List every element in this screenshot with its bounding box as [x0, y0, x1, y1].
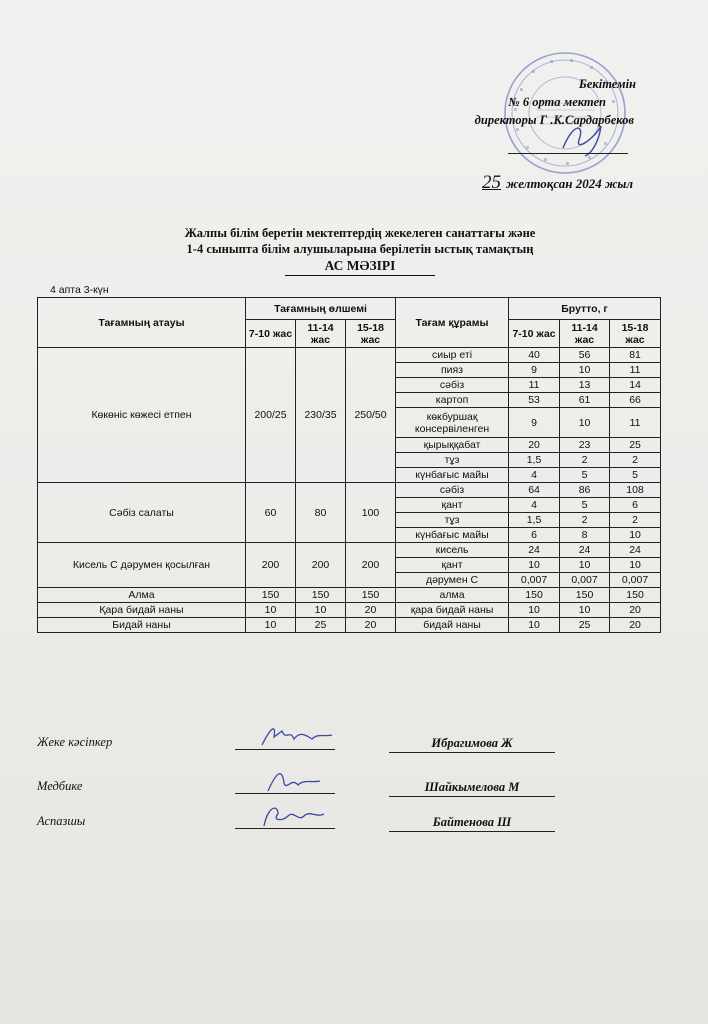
gross-cell-11-14: 61: [560, 393, 610, 408]
gross-cell-11-14: 10: [560, 363, 610, 378]
menu-table: [37, 297, 661, 633]
document-heading: [150, 225, 570, 276]
gross-cell-11-14: 86: [560, 483, 610, 498]
gross-cell-11-14: 0,007: [560, 573, 610, 588]
header-portion-age-15-18: 15-18 жас: [346, 320, 396, 348]
approval-title: Бекітемін: [578, 77, 636, 91]
director-signature-icon: [555, 118, 615, 158]
gross-cell-7-10: 64: [509, 483, 560, 498]
ingredient-name-cell: сәбіз: [396, 378, 509, 393]
portion-cell-7-10: 60: [246, 483, 296, 543]
gross-cell-15-18: 150: [610, 588, 661, 603]
gross-cell-7-10: 53: [509, 393, 560, 408]
portion-cell-7-10: 10: [246, 618, 296, 633]
gross-cell-15-18: 20: [610, 603, 661, 618]
table-row: [38, 618, 661, 633]
ingredient-name-cell: картоп: [396, 393, 509, 408]
ingredient-name-cell: дәрумен С: [396, 573, 509, 588]
signature-row-cook: [37, 814, 677, 844]
portion-cell-15-18: 200: [346, 543, 396, 588]
gross-cell-15-18: 66: [610, 393, 661, 408]
gross-cell-15-18: 14: [610, 378, 661, 393]
ingredient-name-cell: көкбуршақ консервіленген: [396, 408, 509, 438]
header-gross-age-11-14: 11-14 жас: [560, 320, 610, 348]
gross-cell-11-14: 10: [560, 408, 610, 438]
table-row: [38, 348, 661, 363]
dish-name-cell: Қара бидай наны: [38, 603, 246, 618]
portion-cell-15-18: 100: [346, 483, 396, 543]
header-portion-age-7-10: 7-10 жас: [246, 320, 296, 348]
signature-role: Медбике: [37, 779, 83, 793]
ingredient-name-cell: тұз: [396, 513, 509, 528]
gross-cell-15-18: 6: [610, 498, 661, 513]
table-row: [38, 543, 661, 558]
gross-cell-11-14: 5: [560, 498, 610, 513]
gross-cell-11-14: 150: [560, 588, 610, 603]
gross-cell-7-10: 10: [509, 558, 560, 573]
gross-cell-11-14: 10: [560, 558, 610, 573]
portion-cell-11-14: 25: [296, 618, 346, 633]
ingredient-name-cell: тұз: [396, 453, 509, 468]
name-line: [389, 752, 555, 753]
gross-cell-11-14: 56: [560, 348, 610, 363]
gross-cell-15-18: 2: [610, 513, 661, 528]
header-composition: Тағам құрамы: [396, 298, 509, 348]
gross-cell-7-10: 4: [509, 498, 560, 513]
portion-cell-11-14: 10: [296, 603, 346, 618]
signatory-name: Байтенова Ш: [432, 815, 512, 829]
gross-cell-15-18: 10: [610, 528, 661, 543]
ingredient-name-cell: күнбағыс майы: [396, 468, 509, 483]
portion-cell-7-10: 150: [246, 588, 296, 603]
gross-cell-11-14: 25: [560, 618, 610, 633]
gross-cell-15-18: 11: [610, 363, 661, 378]
ingredient-name-cell: сәбіз: [396, 483, 509, 498]
dish-name-cell: Сәбіз салаты: [38, 483, 246, 543]
ingredient-name-cell: қара бидай наны: [396, 603, 509, 618]
header-gross: Брутто, г: [509, 298, 661, 320]
header-gross-age-15-18: 15-18 жас: [610, 320, 661, 348]
gross-cell-15-18: 24: [610, 543, 661, 558]
week-day-label: 4 апта 3-күн: [50, 284, 109, 296]
ingredient-name-cell: алма: [396, 588, 509, 603]
gross-cell-15-18: 5: [610, 468, 661, 483]
ingredient-name-cell: сиыр еті: [396, 348, 509, 363]
table-row: [38, 603, 661, 618]
ingredient-name-cell: күнбағыс майы: [396, 528, 509, 543]
ingredient-name-cell: қырыққабат: [396, 438, 509, 453]
portion-cell-7-10: 200: [246, 543, 296, 588]
name-line: [389, 831, 555, 832]
header-gross-age-7-10: 7-10 жас: [509, 320, 560, 348]
header-portion: Тағамның өлшемі: [246, 298, 396, 320]
approval-date-rest: желтоқсан 2024 жыл: [506, 176, 634, 191]
gross-cell-11-14: 2: [560, 453, 610, 468]
signatory-name: Шайкымелова М: [424, 780, 520, 794]
portion-cell-11-14: 230/35: [296, 348, 346, 483]
portion-cell-15-18: 150: [346, 588, 396, 603]
gross-cell-15-18: 2: [610, 453, 661, 468]
name-line: [389, 796, 555, 797]
gross-cell-15-18: 108: [610, 483, 661, 498]
gross-cell-11-14: 8: [560, 528, 610, 543]
portion-cell-15-18: 20: [346, 618, 396, 633]
gross-cell-7-10: 6: [509, 528, 560, 543]
gross-cell-11-14: 24: [560, 543, 610, 558]
header-portion-age-11-14: 11-14 жас: [296, 320, 346, 348]
gross-cell-15-18: 0,007: [610, 573, 661, 588]
signature-role: Жеке кәсіпкер: [37, 735, 113, 749]
gross-cell-15-18: 10: [610, 558, 661, 573]
portion-cell-11-14: 200: [296, 543, 346, 588]
gross-cell-15-18: 20: [610, 618, 661, 633]
signatory-name: Ибрагимова Ж: [431, 736, 513, 750]
portion-cell-15-18: 20: [346, 603, 396, 618]
gross-cell-11-14: 2: [560, 513, 610, 528]
gross-cell-7-10: 4: [509, 468, 560, 483]
ingredient-name-cell: бидай наны: [396, 618, 509, 633]
gross-cell-7-10: 9: [509, 408, 560, 438]
gross-cell-7-10: 10: [509, 603, 560, 618]
portion-cell-7-10: 200/25: [246, 348, 296, 483]
gross-cell-7-10: 10: [509, 618, 560, 633]
ingredient-name-cell: кисель: [396, 543, 509, 558]
gross-cell-7-10: 0,007: [509, 573, 560, 588]
gross-cell-7-10: 9: [509, 363, 560, 378]
portion-cell-7-10: 10: [246, 603, 296, 618]
heading-line-1: Жалпы білім беретін мектептердің жекелеген санаттағы және: [184, 226, 536, 240]
gross-cell-7-10: 40: [509, 348, 560, 363]
gross-cell-15-18: 81: [610, 348, 661, 363]
gross-cell-11-14: 13: [560, 378, 610, 393]
gross-cell-7-10: 1,5: [509, 513, 560, 528]
gross-cell-7-10: 24: [509, 543, 560, 558]
table-row: [38, 588, 661, 603]
signature-row-entrepreneur: [37, 735, 677, 765]
portion-cell-11-14: 80: [296, 483, 346, 543]
ingredient-name-cell: қант: [396, 558, 509, 573]
dish-name-cell: Бидай наны: [38, 618, 246, 633]
dish-name-cell: Көкөніс көжесі етпен: [38, 348, 246, 483]
portion-cell-11-14: 150: [296, 588, 346, 603]
approval-school: № 6 орта мектеп: [508, 95, 606, 109]
gross-cell-15-18: 25: [610, 438, 661, 453]
approval-date-day: 25: [482, 172, 501, 193]
dish-name-cell: Алма: [38, 588, 246, 603]
dish-name-cell: Кисель С дәрумен қосылған: [38, 543, 246, 588]
ingredient-name-cell: пияз: [396, 363, 509, 378]
signature-line: [235, 749, 335, 750]
table-row: [38, 483, 661, 498]
signature-row-nurse: [37, 779, 677, 809]
gross-cell-11-14: 5: [560, 468, 610, 483]
heading-line-2: 1-4 сыныпта білім алушыларына берілетін ыстық тамақтың: [186, 242, 534, 256]
signature-line: [235, 793, 335, 794]
gross-cell-7-10: 150: [509, 588, 560, 603]
signature-line: [235, 828, 335, 829]
signature-role: Аспазшы: [37, 814, 86, 828]
ingredient-name-cell: қант: [396, 498, 509, 513]
header-dish-name: Тағамның атауы: [38, 298, 246, 348]
approval-director: директоры Г .К.Сардарбеков: [474, 113, 634, 127]
approval-date: [482, 172, 633, 194]
gross-cell-7-10: 11: [509, 378, 560, 393]
portion-cell-15-18: 250/50: [346, 348, 396, 483]
gross-cell-11-14: 10: [560, 603, 610, 618]
gross-cell-15-18: 11: [610, 408, 661, 438]
heading-menu-title: АС МӘЗІРІ: [285, 258, 436, 276]
gross-cell-7-10: 1,5: [509, 453, 560, 468]
gross-cell-7-10: 20: [509, 438, 560, 453]
director-signature-line: [508, 153, 628, 154]
gross-cell-11-14: 23: [560, 438, 610, 453]
